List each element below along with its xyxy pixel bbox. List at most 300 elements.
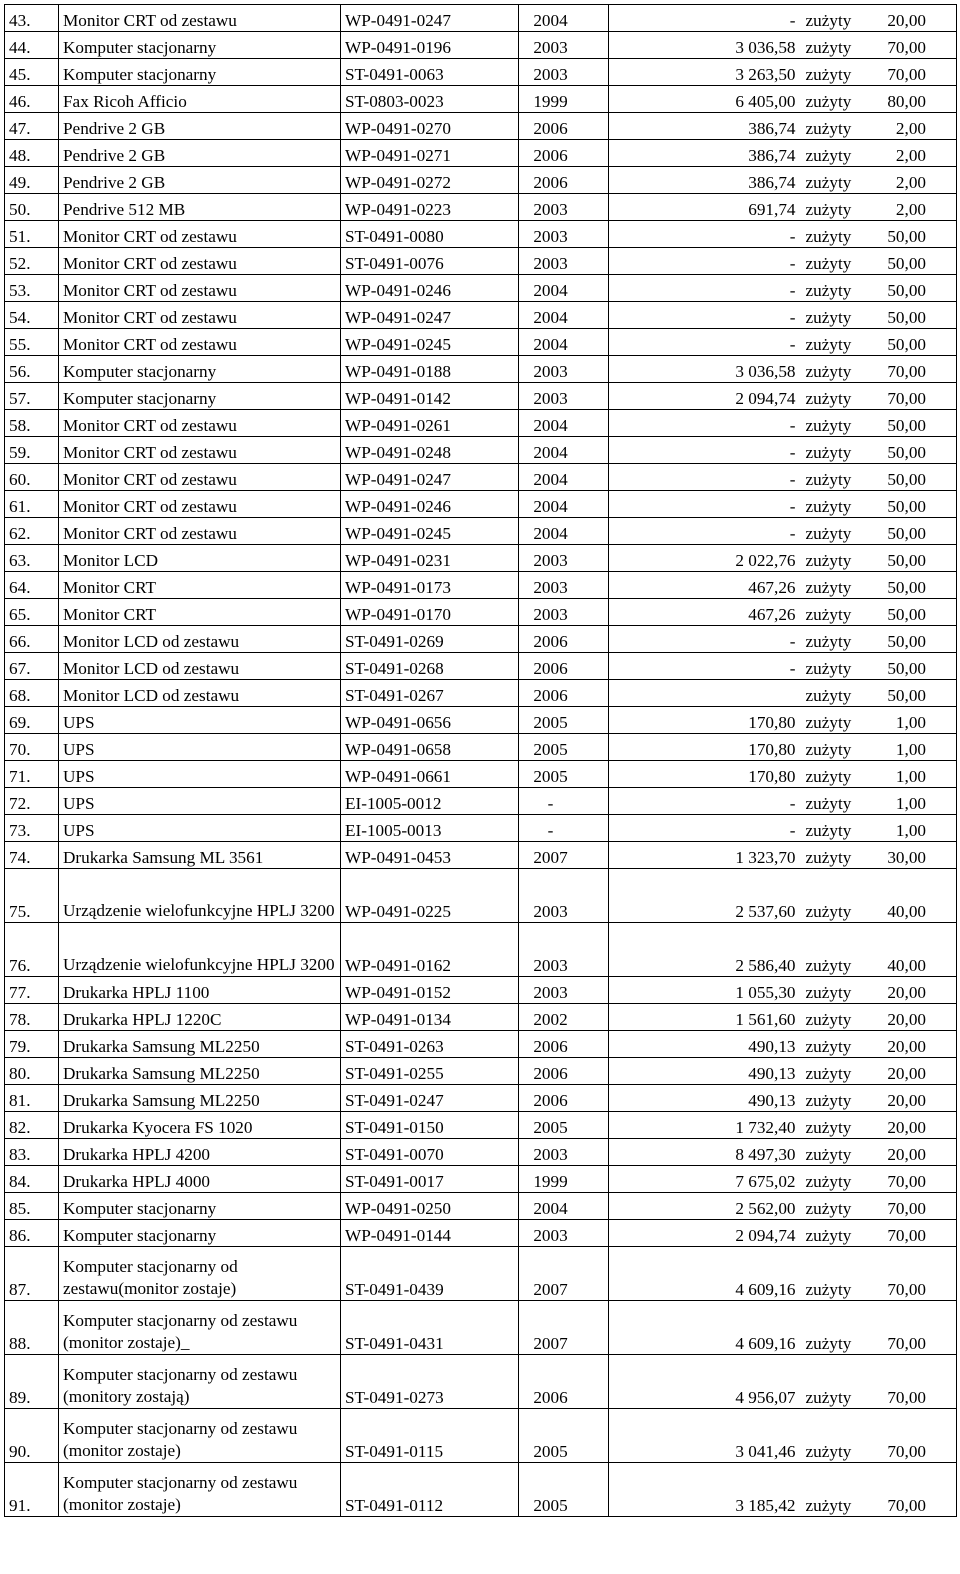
- item-name: Komputer stacjonarny od zestawu(monitor zostaje): [59, 1247, 341, 1301]
- acquisition-year: 1999: [519, 86, 609, 113]
- inventory-number: EI-1005-0013: [341, 815, 519, 842]
- item-name: Monitor CRT od zestawu: [59, 329, 341, 356]
- table-row: [5, 1409, 957, 1463]
- item-name: Pendrive 2 GB: [59, 113, 341, 140]
- row-number: 55.: [5, 329, 59, 356]
- inventory-number: ST-0491-0112: [341, 1463, 519, 1517]
- initial-value: 2 094,74: [609, 383, 800, 410]
- acquisition-year: 2004: [519, 518, 609, 545]
- row-number: 54.: [5, 302, 59, 329]
- initial-value: 467,26: [609, 572, 800, 599]
- table-row: [5, 545, 957, 572]
- row-number: 57.: [5, 383, 59, 410]
- inventory-number: WP-0491-0247: [341, 5, 519, 32]
- condition: zużyty: [800, 302, 875, 329]
- initial-value: 4 609,16: [609, 1247, 800, 1301]
- acquisition-year: 2006: [519, 680, 609, 707]
- item-name: Urządzenie wielofunkcyjne HPLJ 3200: [59, 869, 341, 923]
- table-row: [5, 1112, 957, 1139]
- sale-price: 50,00: [875, 653, 957, 680]
- item-name: Drukarka Samsung ML2250: [59, 1085, 341, 1112]
- table-row: [5, 194, 957, 221]
- item-name: Drukarka HPLJ 4200: [59, 1139, 341, 1166]
- sale-price: 50,00: [875, 680, 957, 707]
- row-number: 61.: [5, 491, 59, 518]
- initial-value: 490,13: [609, 1058, 800, 1085]
- acquisition-year: 2004: [519, 410, 609, 437]
- row-number: 77.: [5, 977, 59, 1004]
- condition: zużyty: [800, 32, 875, 59]
- initial-value: -: [609, 248, 800, 275]
- sale-price: 50,00: [875, 221, 957, 248]
- sale-price: 70,00: [875, 1409, 957, 1463]
- inventory-number: ST-0491-0267: [341, 680, 519, 707]
- acquisition-year: 2003: [519, 194, 609, 221]
- acquisition-year: 2005: [519, 707, 609, 734]
- condition: zużyty: [800, 599, 875, 626]
- initial-value: 7 675,02: [609, 1166, 800, 1193]
- row-number: 90.: [5, 1409, 59, 1463]
- inventory-number: WP-0491-0453: [341, 842, 519, 869]
- sale-price: 50,00: [875, 275, 957, 302]
- condition: zużyty: [800, 464, 875, 491]
- item-name: Monitor CRT od zestawu: [59, 221, 341, 248]
- acquisition-year: 2007: [519, 1247, 609, 1301]
- row-number: 66.: [5, 626, 59, 653]
- inventory-number: WP-0491-0223: [341, 194, 519, 221]
- row-number: 75.: [5, 869, 59, 923]
- sale-price: 2,00: [875, 167, 957, 194]
- row-number: 43.: [5, 5, 59, 32]
- table-row: [5, 977, 957, 1004]
- condition: zużyty: [800, 221, 875, 248]
- row-number: 68.: [5, 680, 59, 707]
- sale-price: 20,00: [875, 977, 957, 1004]
- item-name: Drukarka Samsung ML2250: [59, 1031, 341, 1058]
- table-row: [5, 221, 957, 248]
- row-number: 56.: [5, 356, 59, 383]
- item-name: Komputer stacjonarny od zestawu (monitor zostaje): [59, 1463, 341, 1517]
- row-number: 83.: [5, 1139, 59, 1166]
- item-name: Monitor CRT od zestawu: [59, 410, 341, 437]
- acquisition-year: 2007: [519, 842, 609, 869]
- inventory-number: ST-0491-0263: [341, 1031, 519, 1058]
- row-number: 78.: [5, 1004, 59, 1031]
- sale-price: 50,00: [875, 626, 957, 653]
- item-name: Drukarka Samsung ML2250: [59, 1058, 341, 1085]
- asset-table-body: [5, 5, 957, 1517]
- condition: zużyty: [800, 248, 875, 275]
- inventory-number: ST-0491-0269: [341, 626, 519, 653]
- sale-price: 70,00: [875, 1220, 957, 1247]
- condition: zużyty: [800, 572, 875, 599]
- row-number: 51.: [5, 221, 59, 248]
- initial-value: 170,80: [609, 707, 800, 734]
- row-number: 74.: [5, 842, 59, 869]
- acquisition-year: 2004: [519, 275, 609, 302]
- inventory-number: WP-0491-0144: [341, 1220, 519, 1247]
- initial-value: 490,13: [609, 1031, 800, 1058]
- table-row: [5, 626, 957, 653]
- sale-price: 20,00: [875, 5, 957, 32]
- inventory-number: ST-0491-0115: [341, 1409, 519, 1463]
- inventory-number: WP-0491-0656: [341, 707, 519, 734]
- table-row: [5, 464, 957, 491]
- inventory-number: WP-0491-0247: [341, 464, 519, 491]
- initial-value: 3 036,58: [609, 32, 800, 59]
- row-number: 67.: [5, 653, 59, 680]
- table-row: [5, 59, 957, 86]
- acquisition-year: 2006: [519, 1085, 609, 1112]
- row-number: 63.: [5, 545, 59, 572]
- sale-price: 50,00: [875, 545, 957, 572]
- inventory-number: ST-0491-0247: [341, 1085, 519, 1112]
- sale-price: 70,00: [875, 356, 957, 383]
- table-row: [5, 1463, 957, 1517]
- inventory-number: WP-0491-0661: [341, 761, 519, 788]
- item-name: UPS: [59, 761, 341, 788]
- item-name: Pendrive 512 MB: [59, 194, 341, 221]
- sale-price: 40,00: [875, 923, 957, 977]
- item-name: Drukarka Kyocera FS 1020: [59, 1112, 341, 1139]
- condition: zużyty: [800, 113, 875, 140]
- initial-value: 386,74: [609, 167, 800, 194]
- initial-value: -: [609, 437, 800, 464]
- condition: zużyty: [800, 761, 875, 788]
- inventory-number: WP-0491-0247: [341, 302, 519, 329]
- sale-price: 2,00: [875, 140, 957, 167]
- condition: zużyty: [800, 1463, 875, 1517]
- initial-value: 170,80: [609, 761, 800, 788]
- sale-price: 20,00: [875, 1112, 957, 1139]
- acquisition-year: 2006: [519, 626, 609, 653]
- sale-price: 70,00: [875, 1301, 957, 1355]
- table-row: [5, 518, 957, 545]
- table-row: [5, 1220, 957, 1247]
- sale-price: 1,00: [875, 761, 957, 788]
- sale-price: 50,00: [875, 410, 957, 437]
- acquisition-year: 2003: [519, 977, 609, 1004]
- acquisition-year: 2005: [519, 734, 609, 761]
- item-name: Drukarka HPLJ 1220C: [59, 1004, 341, 1031]
- condition: zużyty: [800, 869, 875, 923]
- table-row: [5, 86, 957, 113]
- acquisition-year: 2006: [519, 1058, 609, 1085]
- inventory-number: ST-0491-0080: [341, 221, 519, 248]
- item-name: Komputer stacjonarny: [59, 1220, 341, 1247]
- table-row: [5, 437, 957, 464]
- table-row: [5, 1355, 957, 1409]
- condition: zużyty: [800, 167, 875, 194]
- inventory-number: WP-0491-0196: [341, 32, 519, 59]
- inventory-number: ST-0803-0023: [341, 86, 519, 113]
- item-name: Pendrive 2 GB: [59, 140, 341, 167]
- row-number: 73.: [5, 815, 59, 842]
- row-number: 86.: [5, 1220, 59, 1247]
- item-name: UPS: [59, 734, 341, 761]
- sale-price: 20,00: [875, 1031, 957, 1058]
- item-name: Komputer stacjonarny: [59, 1193, 341, 1220]
- condition: zużyty: [800, 923, 875, 977]
- table-row: [5, 1004, 957, 1031]
- table-row: [5, 248, 957, 275]
- sale-price: 1,00: [875, 815, 957, 842]
- row-number: 87.: [5, 1247, 59, 1301]
- table-row: [5, 167, 957, 194]
- table-row: [5, 572, 957, 599]
- initial-value: 2 537,60: [609, 869, 800, 923]
- inventory-number: WP-0491-0170: [341, 599, 519, 626]
- initial-value: 170,80: [609, 734, 800, 761]
- row-number: 46.: [5, 86, 59, 113]
- acquisition-year: 2006: [519, 113, 609, 140]
- acquisition-year: 2004: [519, 491, 609, 518]
- condition: zużyty: [800, 329, 875, 356]
- acquisition-year: 2003: [519, 1139, 609, 1166]
- item-name: Monitor LCD od zestawu: [59, 680, 341, 707]
- row-number: 52.: [5, 248, 59, 275]
- item-name: Komputer stacjonarny od zestawu (monitory zostają): [59, 1355, 341, 1409]
- inventory-number: WP-0491-0231: [341, 545, 519, 572]
- condition: zużyty: [800, 383, 875, 410]
- table-row: [5, 1301, 957, 1355]
- sale-price: 1,00: [875, 707, 957, 734]
- inventory-number: ST-0491-0273: [341, 1355, 519, 1409]
- condition: zużyty: [800, 653, 875, 680]
- inventory-number: WP-0491-0246: [341, 275, 519, 302]
- sale-price: 50,00: [875, 329, 957, 356]
- initial-value: -: [609, 626, 800, 653]
- item-name: UPS: [59, 788, 341, 815]
- sale-price: 1,00: [875, 788, 957, 815]
- sale-price: 50,00: [875, 248, 957, 275]
- initial-value: -: [609, 275, 800, 302]
- item-name: Monitor CRT od zestawu: [59, 302, 341, 329]
- inventory-number: WP-0491-0272: [341, 167, 519, 194]
- item-name: Monitor CRT od zestawu: [59, 5, 341, 32]
- item-name: Komputer stacjonarny od zestawu (monitor zostaje): [59, 1409, 341, 1463]
- sale-price: 80,00: [875, 86, 957, 113]
- table-row: [5, 815, 957, 842]
- sale-price: 70,00: [875, 383, 957, 410]
- row-number: 60.: [5, 464, 59, 491]
- row-number: 76.: [5, 923, 59, 977]
- initial-value: 4 609,16: [609, 1301, 800, 1355]
- inventory-number: ST-0491-0076: [341, 248, 519, 275]
- inventory-number: ST-0491-0268: [341, 653, 519, 680]
- acquisition-year: 2003: [519, 572, 609, 599]
- acquisition-year: 2004: [519, 464, 609, 491]
- table-row: [5, 1166, 957, 1193]
- initial-value: -: [609, 815, 800, 842]
- condition: zużyty: [800, 626, 875, 653]
- acquisition-year: 2003: [519, 59, 609, 86]
- condition: zużyty: [800, 1301, 875, 1355]
- inventory-number: WP-0491-0162: [341, 923, 519, 977]
- sale-price: 2,00: [875, 113, 957, 140]
- row-number: 62.: [5, 518, 59, 545]
- acquisition-year: 2006: [519, 167, 609, 194]
- item-name: Urządzenie wielofunkcyjne HPLJ 3200: [59, 923, 341, 977]
- table-row: [5, 707, 957, 734]
- table-row: [5, 275, 957, 302]
- initial-value: 1 561,60: [609, 1004, 800, 1031]
- table-row: [5, 788, 957, 815]
- inventory-number: ST-0491-0439: [341, 1247, 519, 1301]
- sale-price: 70,00: [875, 1355, 957, 1409]
- inventory-number: WP-0491-0152: [341, 977, 519, 1004]
- condition: zużyty: [800, 1409, 875, 1463]
- row-number: 89.: [5, 1355, 59, 1409]
- sale-price: 70,00: [875, 1166, 957, 1193]
- sale-price: 70,00: [875, 32, 957, 59]
- inventory-number: WP-0491-0142: [341, 383, 519, 410]
- sale-price: 1,00: [875, 734, 957, 761]
- condition: zużyty: [800, 5, 875, 32]
- acquisition-year: 2006: [519, 1355, 609, 1409]
- acquisition-year: 2006: [519, 1031, 609, 1058]
- initial-value: 691,74: [609, 194, 800, 221]
- condition: zużyty: [800, 1004, 875, 1031]
- item-name: Drukarka HPLJ 4000: [59, 1166, 341, 1193]
- initial-value: 2 022,76: [609, 545, 800, 572]
- condition: zużyty: [800, 1085, 875, 1112]
- acquisition-year: 2003: [519, 599, 609, 626]
- inventory-number: WP-0491-0261: [341, 410, 519, 437]
- table-row: [5, 140, 957, 167]
- row-number: 82.: [5, 1112, 59, 1139]
- row-number: 81.: [5, 1085, 59, 1112]
- row-number: 84.: [5, 1166, 59, 1193]
- initial-value: 386,74: [609, 113, 800, 140]
- acquisition-year: 2004: [519, 1193, 609, 1220]
- initial-value: -: [609, 5, 800, 32]
- row-number: 53.: [5, 275, 59, 302]
- table-row: [5, 32, 957, 59]
- table-row: [5, 1247, 957, 1301]
- item-name: Pendrive 2 GB: [59, 167, 341, 194]
- item-name: Monitor LCD od zestawu: [59, 626, 341, 653]
- inventory-number: ST-0491-0255: [341, 1058, 519, 1085]
- sale-price: 20,00: [875, 1004, 957, 1031]
- acquisition-year: 2006: [519, 140, 609, 167]
- initial-value: -: [609, 302, 800, 329]
- table-row: [5, 653, 957, 680]
- sale-price: 50,00: [875, 518, 957, 545]
- acquisition-year: 2005: [519, 1463, 609, 1517]
- table-row: [5, 1085, 957, 1112]
- inventory-number: ST-0491-0431: [341, 1301, 519, 1355]
- inventory-number: ST-0491-0070: [341, 1139, 519, 1166]
- condition: zużyty: [800, 275, 875, 302]
- condition: zużyty: [800, 1058, 875, 1085]
- condition: zużyty: [800, 1247, 875, 1301]
- initial-value: 1 055,30: [609, 977, 800, 1004]
- table-row: [5, 1139, 957, 1166]
- acquisition-year: 2003: [519, 32, 609, 59]
- inventory-number: WP-0491-0271: [341, 140, 519, 167]
- acquisition-year: 1999: [519, 1166, 609, 1193]
- item-name: Monitor CRT od zestawu: [59, 518, 341, 545]
- row-number: 64.: [5, 572, 59, 599]
- table-row: [5, 869, 957, 923]
- initial-value: 1 323,70: [609, 842, 800, 869]
- asset-table: [4, 4, 957, 1517]
- table-row: [5, 734, 957, 761]
- row-number: 44.: [5, 32, 59, 59]
- initial-value: -: [609, 221, 800, 248]
- initial-value: -: [609, 653, 800, 680]
- acquisition-year: 2003: [519, 869, 609, 923]
- condition: zużyty: [800, 59, 875, 86]
- sale-price: 70,00: [875, 1193, 957, 1220]
- table-row: [5, 356, 957, 383]
- condition: zużyty: [800, 842, 875, 869]
- acquisition-year: -: [519, 788, 609, 815]
- inventory-number: WP-0491-0188: [341, 356, 519, 383]
- inventory-number: WP-0491-0245: [341, 518, 519, 545]
- item-name: Monitor CRT od zestawu: [59, 437, 341, 464]
- inventory-number: WP-0491-0134: [341, 1004, 519, 1031]
- initial-value: 1 732,40: [609, 1112, 800, 1139]
- initial-value: -: [609, 491, 800, 518]
- row-number: 47.: [5, 113, 59, 140]
- initial-value: 3 036,58: [609, 356, 800, 383]
- item-name: UPS: [59, 707, 341, 734]
- table-row: [5, 113, 957, 140]
- condition: zużyty: [800, 1355, 875, 1409]
- row-number: 48.: [5, 140, 59, 167]
- initial-value: 386,74: [609, 140, 800, 167]
- inventory-number: ST-0491-0017: [341, 1166, 519, 1193]
- row-number: 91.: [5, 1463, 59, 1517]
- condition: zużyty: [800, 1139, 875, 1166]
- table-row: [5, 923, 957, 977]
- item-name: Monitor CRT od zestawu: [59, 464, 341, 491]
- inventory-number: WP-0491-0225: [341, 869, 519, 923]
- condition: zużyty: [800, 1220, 875, 1247]
- table-row: [5, 680, 957, 707]
- item-name: Monitor LCD od zestawu: [59, 653, 341, 680]
- initial-value: [609, 680, 800, 707]
- condition: zużyty: [800, 1166, 875, 1193]
- sale-price: 50,00: [875, 491, 957, 518]
- condition: zużyty: [800, 86, 875, 113]
- acquisition-year: 2005: [519, 761, 609, 788]
- condition: zużyty: [800, 707, 875, 734]
- condition: zużyty: [800, 680, 875, 707]
- item-name: Monitor CRT od zestawu: [59, 248, 341, 275]
- acquisition-year: 2005: [519, 1409, 609, 1463]
- initial-value: -: [609, 788, 800, 815]
- item-name: Fax Ricoh Afficio: [59, 86, 341, 113]
- initial-value: 467,26: [609, 599, 800, 626]
- item-name: Drukarka Samsung ML 3561: [59, 842, 341, 869]
- sale-price: 20,00: [875, 1085, 957, 1112]
- inventory-number: WP-0491-0245: [341, 329, 519, 356]
- initial-value: 2 586,40: [609, 923, 800, 977]
- sale-price: 70,00: [875, 59, 957, 86]
- sale-price: 50,00: [875, 572, 957, 599]
- row-number: 79.: [5, 1031, 59, 1058]
- inventory-number: ST-0491-0150: [341, 1112, 519, 1139]
- inventory-number: WP-0491-0270: [341, 113, 519, 140]
- inventory-number: WP-0491-0246: [341, 491, 519, 518]
- condition: zużyty: [800, 437, 875, 464]
- initial-value: 3 041,46: [609, 1409, 800, 1463]
- row-number: 70.: [5, 734, 59, 761]
- table-row: [5, 329, 957, 356]
